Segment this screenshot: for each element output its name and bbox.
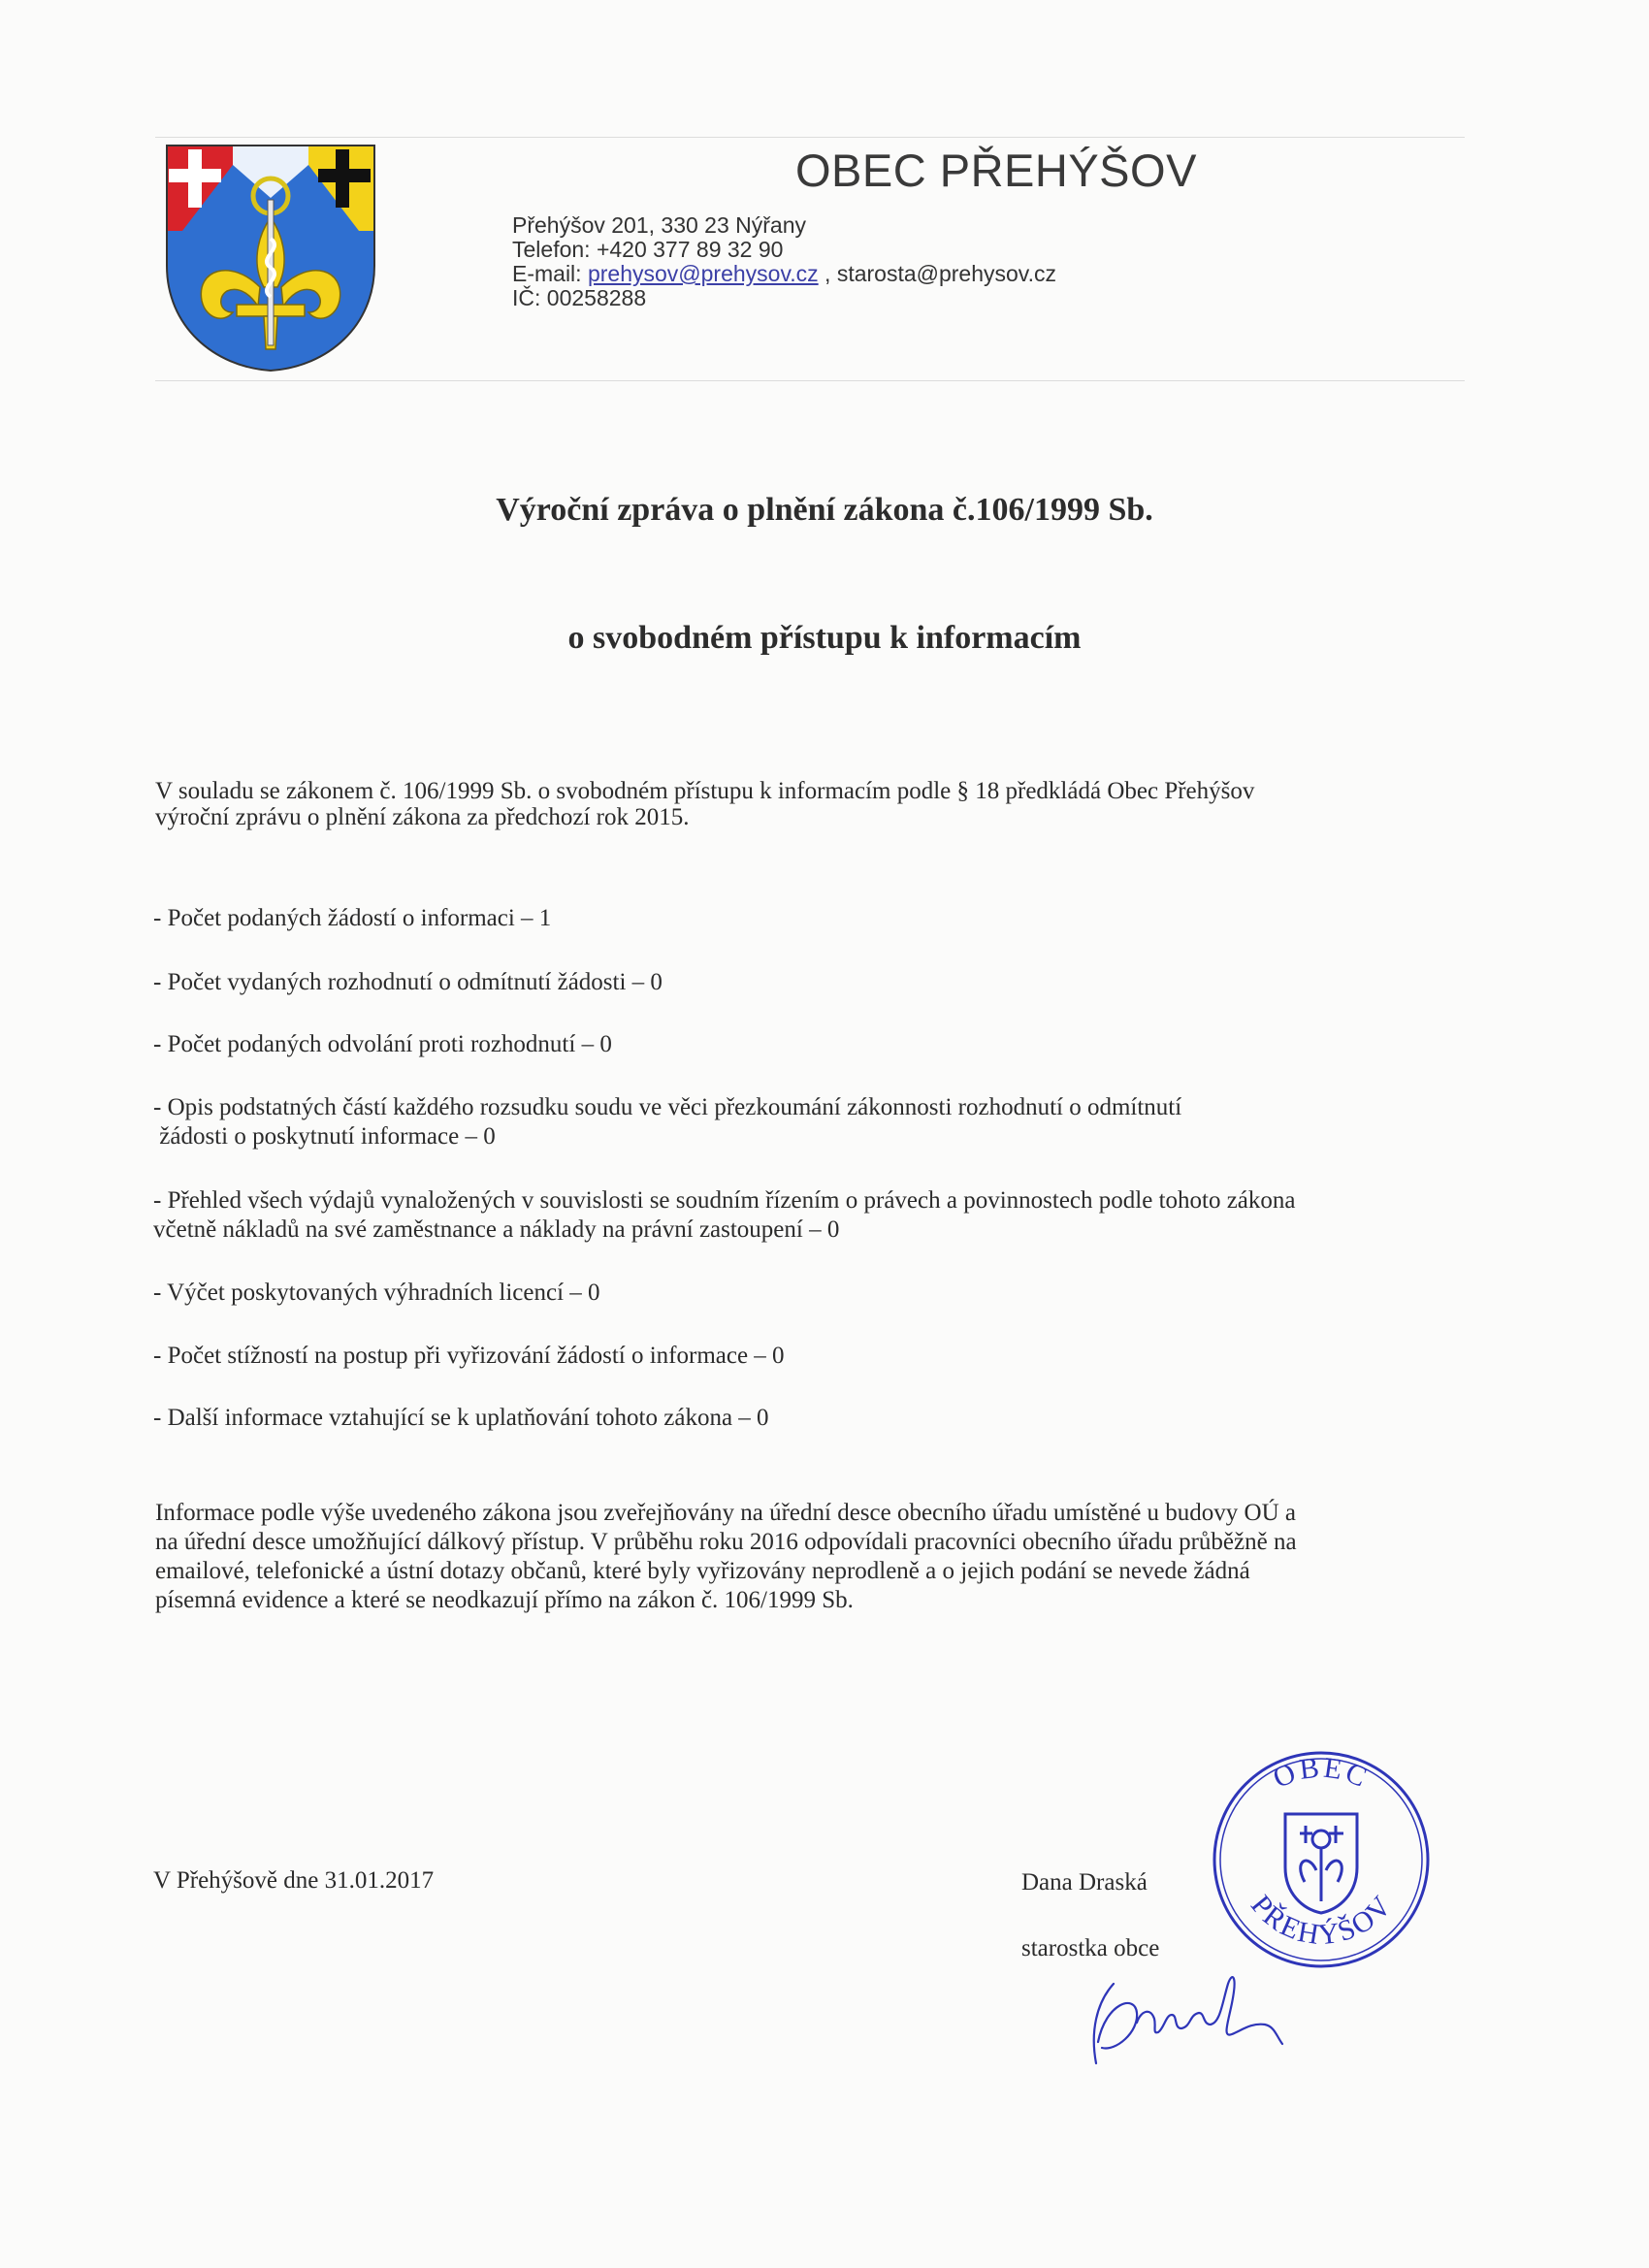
letterhead-bottom-rule <box>155 380 1465 381</box>
signer-role: starostka obce <box>1021 1935 1160 1961</box>
report-item <box>153 1030 1453 1059</box>
document-title: Výroční zpráva o plnění zákona č.106/1999 Sb. <box>496 492 1153 528</box>
closing-line: emailové, telefonické a ústní dotazy občanů, které byly vyřizovány neprodleně a o jejich podání se nevede žádná <box>155 1558 1250 1584</box>
email-separator: , <box>818 261 837 286</box>
report-item-line: - Opis podstatných částí každého rozsudku soudu ve věci přezkoumání zákonnosti rozhodnutí o odmítnutí <box>153 1094 1182 1120</box>
stamp-bottom-text: PŘEHÝŠOV <box>1244 1889 1400 1952</box>
report-item <box>153 968 1453 997</box>
intro-paragraph <box>155 778 1455 830</box>
email-secondary: starosta@prehysov.cz <box>836 261 1056 286</box>
date-place: V Přehýšově dne 31.01.2017 <box>153 1867 435 1894</box>
document-subtitle: o svobodném přístupu k informacím <box>567 620 1082 656</box>
report-item-line: - Počet vydaných rozhodnutí o odmítnutí žádosti – 0 <box>153 969 663 995</box>
report-item-line: - Počet stížností na postup při vyřizování žádostí o informace – 0 <box>153 1343 785 1369</box>
closing-line: na úřední desce umožňující dálkový přístup. V průběhu roku 2016 odpovídali pracovníci obecního úřadu průběžně na <box>155 1529 1297 1555</box>
closing-line: písemná evidence a které se neodkazují přímo na zákon č. 106/1999 Sb. <box>155 1587 854 1613</box>
report-item-line: - Přehled všech výdajů vynaložených v souvislosti se soudním řízením o právech a povinnostech podle tohoto zákona <box>153 1187 1296 1214</box>
report-item <box>153 1093 1453 1151</box>
handwritten-signature-icon <box>1077 1964 1300 2076</box>
stamp-top-text: OBEC <box>1268 1751 1374 1795</box>
email-line <box>512 262 1056 286</box>
report-item-line: - Počet podaných odvolání proti rozhodnutí – 0 <box>153 1031 612 1057</box>
report-item-line: - Výčet poskytovaných výhradních licencí – 0 <box>153 1280 600 1306</box>
report-item <box>153 1279 1453 1308</box>
intro-line: výroční zprávu o plnění zákona za předchozí rok 2015. <box>155 804 690 830</box>
contact-block <box>512 213 1056 310</box>
report-item <box>153 1404 1453 1433</box>
report-item <box>153 904 1453 933</box>
closing-line: Informace podle výše uvedeného zákona jsou zveřejňovány na úřední desce obecního úřadu umístěné u budovy OÚ a <box>155 1500 1296 1526</box>
email-primary-link[interactable]: prehysov@prehysov.cz <box>587 261 819 286</box>
report-item-line: - Další informace vztahující se k uplatňování tohoto zákona – 0 <box>153 1405 769 1431</box>
report-item <box>153 1186 1453 1245</box>
address: Přehýšov 201, 330 23 Nýřany <box>512 212 807 238</box>
report-item <box>153 1342 1453 1371</box>
email-label: E-mail: <box>512 261 588 286</box>
closing-paragraph <box>155 1499 1455 1615</box>
letterhead-top-rule <box>155 137 1465 138</box>
report-item-line: včetně nákladů na své zaměstnance a náklady na právní zastoupení – 0 <box>153 1216 840 1243</box>
report-item-line: - Počet podaných žádostí o informaci – 1 <box>153 905 552 931</box>
official-stamp-icon <box>1208 1746 1436 1974</box>
phone: Telefon: +420 377 89 32 90 <box>512 237 784 262</box>
signer-name: Dana Draská <box>1021 1869 1148 1895</box>
intro-line: V souladu se zákonem č. 106/1999 Sb. o svobodném přístupu k informacím podle § 18 předkládá Obec Přehýšov <box>155 778 1255 804</box>
organization-name: OBEC PŘEHÝŠOV <box>795 145 1197 196</box>
report-item-line: žádosti o poskytnutí informace – 0 <box>153 1123 496 1150</box>
company-id: IČ: 00258288 <box>512 285 647 310</box>
coat-of-arms-icon <box>163 142 378 374</box>
